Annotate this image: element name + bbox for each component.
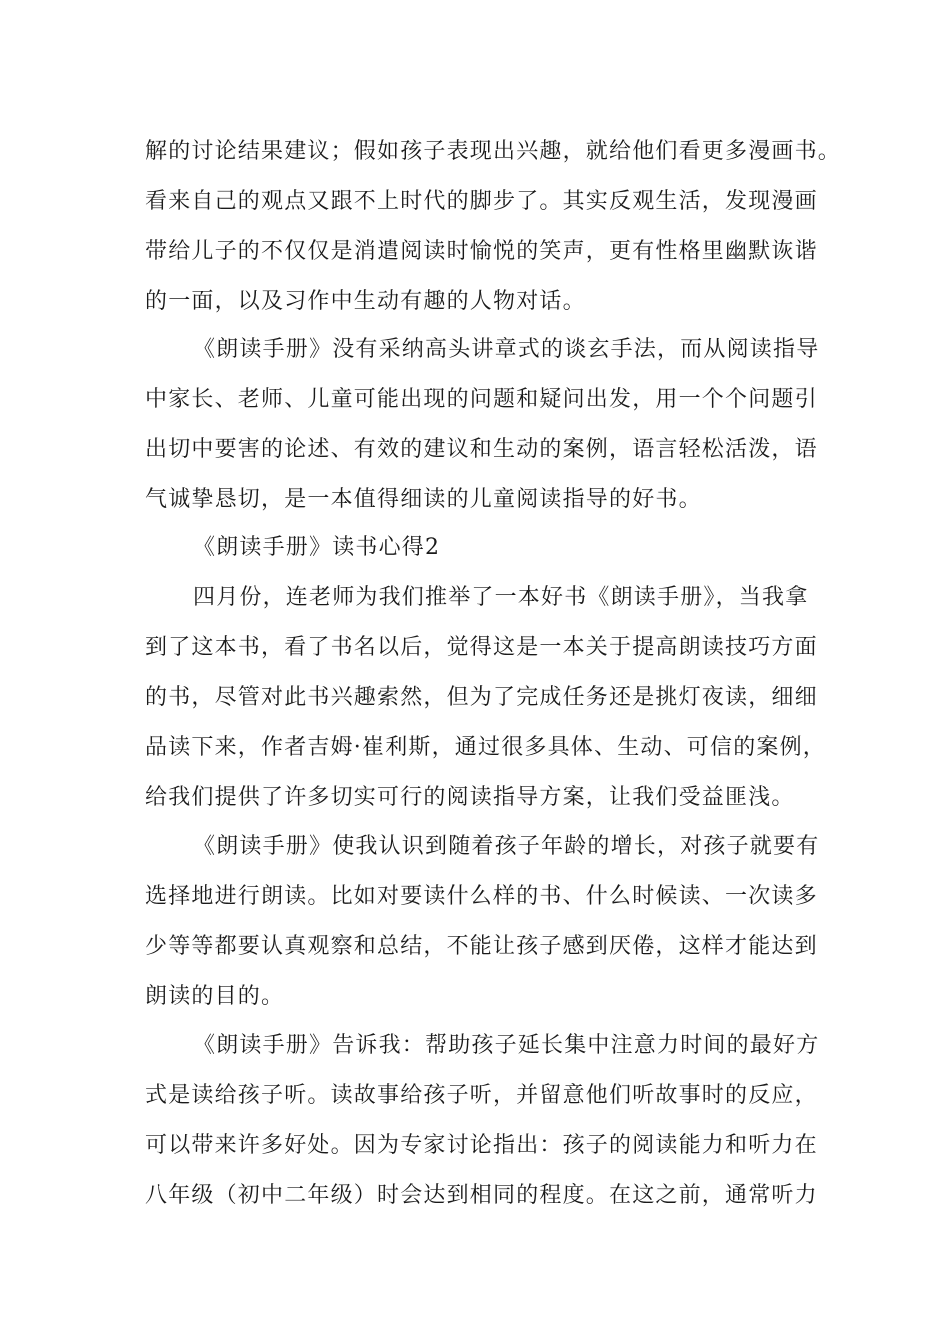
- text-line: 的一面，以及习作中生动有趣的人物对话。: [145, 289, 586, 314]
- text-line: 可以带来许多好处。因为专家讨论指出：孩子的阅读能力和听力在: [145, 1133, 818, 1158]
- text-line: 《朗读手册》没有采纳高头讲章式的谈玄手法，而从阅读指导: [193, 337, 820, 362]
- paragraph-4: [145, 822, 820, 1022]
- paragraph-5: [145, 1021, 820, 1221]
- paragraph-2: [145, 325, 820, 525]
- text-line: 四月份，连老师为我们推举了一本好书《朗读手册》，当我拿: [193, 585, 809, 610]
- text-line: 式是读给孩子听。读故事给孩子听，并留意他们听故事时的反应，: [145, 1083, 818, 1108]
- text-line: 八年级（初中二年级）时会达到相同的程度。在这之前，通常听力: [145, 1183, 818, 1208]
- text-line: 中家长、老师、儿童可能出现的问题和疑问出发，用一个个问题引: [145, 387, 818, 412]
- heading-line: 《朗读手册》读书心得2: [193, 535, 441, 560]
- text-line: 《朗读手册》告诉我：帮助孩子延长集中注意力时间的最好方: [193, 1033, 820, 1058]
- text-line: 品读下来，作者吉姆·崔利斯，通过很多具体、生动、可信的案例，: [145, 735, 826, 760]
- section-heading: [145, 523, 815, 573]
- paragraph-3: [145, 573, 826, 823]
- text-line: 气诚挚恳切，是一本值得细读的儿童阅读指导的好书。: [145, 487, 702, 512]
- text-line: 少等等都要认真观察和总结，不能让孩子感到厌倦，这样才能达到: [145, 934, 818, 959]
- text-line: 选择地进行朗读。比如对要读什么样的书、什么时候读、一次读多: [145, 884, 818, 909]
- text-line: 解的讨论结果建议；假如孩子表现出兴趣，就给他们看更多漫画书。: [145, 139, 842, 164]
- text-line: 《朗读手册》使我认识到随着孩子年龄的增长，对孩子就要有: [193, 834, 820, 859]
- text-line: 带给儿子的不仅仅是消遣阅读时愉悦的笑声，更有性格里幽默诙谐: [145, 239, 818, 264]
- text-line: 朗读的目的。: [145, 984, 285, 1009]
- text-line: 看来自己的观点又跟不上时代的脚步了。其实反观生活，发现漫画: [145, 189, 818, 214]
- text-line: 到了这本书，看了书名以后，觉得这是一本关于提高朗读技巧方面: [145, 635, 818, 660]
- text-line: 的书，尽管对此书兴趣索然，但为了完成任务还是挑灯夜读，细细: [145, 685, 818, 710]
- text-line: 给我们提供了许多切实可行的阅读指导方案，让我们受益匪浅。: [145, 785, 795, 810]
- text-line: 出切中要害的论述、有效的建议和生动的案例，语言轻松活泼，语: [145, 437, 818, 462]
- paragraph-1: [145, 127, 842, 327]
